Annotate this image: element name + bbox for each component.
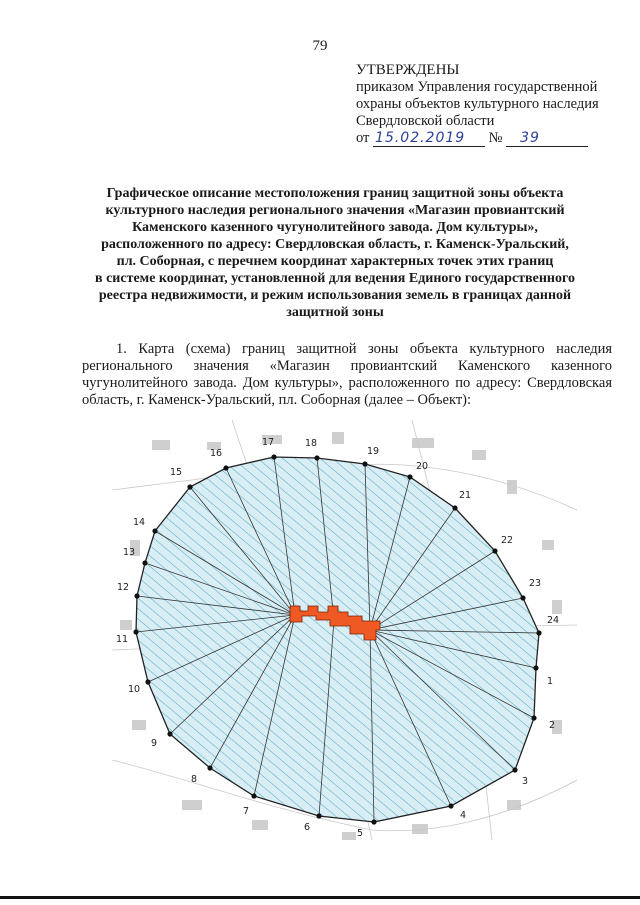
approval-line-1: приказом Управления государственной <box>356 79 598 95</box>
basemap-building <box>412 438 434 448</box>
boundary-point-label: 14 <box>132 517 146 528</box>
boundary-point-marker <box>407 474 412 479</box>
boundary-point-label: 2 <box>548 720 556 731</box>
title-line-8: защитной зоны <box>286 305 384 320</box>
boundary-point-marker <box>142 560 147 565</box>
title-line-2: культурного наследия регионального значения «Магазин провиантский <box>105 203 565 218</box>
date-handwritten: 15.02.2019 <box>375 130 466 146</box>
approval-block <box>356 62 636 147</box>
title-line-1: Графическое описание местоположения границ защитной зоны объекта <box>106 186 564 201</box>
boundary-point-label: 8 <box>190 774 198 785</box>
boundary-point-label: 20 <box>415 461 429 472</box>
boundary-point-label: 5 <box>356 828 364 839</box>
boundary-point-label: 12 <box>116 582 130 593</box>
boundary-point-label: 6 <box>303 822 311 833</box>
boundary-point-marker <box>492 548 497 553</box>
boundary-point-marker <box>520 595 525 600</box>
boundary-point-marker <box>512 767 517 772</box>
basemap-building <box>332 432 344 444</box>
boundary-point-marker <box>152 528 157 533</box>
approval-heading: УТВЕРЖДЕНЫ <box>356 62 460 78</box>
basemap-building <box>342 832 356 840</box>
basemap-building <box>552 600 562 614</box>
boundary-point-label: 21 <box>458 490 472 501</box>
boundary-point-label: 15 <box>169 467 183 478</box>
boundary-point-label: 18 <box>304 438 318 449</box>
boundary-point-label: 7 <box>242 806 250 817</box>
boundary-point-marker <box>371 819 376 824</box>
boundary-point-marker <box>145 679 150 684</box>
approval-date-row <box>356 130 636 147</box>
boundary-point-marker <box>187 484 192 489</box>
boundary-point-marker <box>133 629 138 634</box>
basemap-building <box>132 720 146 730</box>
basemap-building <box>152 440 170 450</box>
boundary-point-label: 3 <box>521 776 529 787</box>
page-number: 79 <box>312 38 328 54</box>
boundary-point-marker <box>316 813 321 818</box>
paragraph-text: 1. Карта (схема) границ защитной зоны объекта культурного наследия регионального значения «Магазин провиантский Каменского казенного чугунолитейного завода. Дом культуры», расположенного по адресу: Свердловская область, г. Каменск-Уральский, пл. Соборная (далее – Объект): <box>82 341 612 408</box>
boundary-point-label: 24 <box>546 615 560 626</box>
boundary-point-label: 13 <box>122 547 136 558</box>
boundary-point-label: 17 <box>261 437 275 448</box>
boundary-point-marker <box>271 454 276 459</box>
number-handwritten: 39 <box>520 130 540 146</box>
boundary-point-label: 4 <box>459 810 467 821</box>
basemap-building <box>182 800 202 810</box>
number-field <box>506 132 588 147</box>
title-line-4: расположенного по адресу: Свердловская область, г. Каменск-Уральский, <box>101 237 569 252</box>
boundary-point-label: 11 <box>115 634 129 645</box>
title-line-6: в системе координат, установленной для ведения Единого государственного <box>95 271 575 286</box>
document-title <box>75 185 595 321</box>
boundary-point-label: 22 <box>500 535 514 546</box>
approval-line-2: охраны объектов культурного наследия <box>356 96 599 112</box>
boundary-point-marker <box>533 665 538 670</box>
boundary-point-marker <box>207 765 212 770</box>
boundary-point-marker <box>531 715 536 720</box>
title-line-5: пл. Соборная, с перечнем координат характерных точек этих границ <box>116 254 554 269</box>
date-field <box>373 132 485 147</box>
approval-line-3: Свердловской области <box>356 113 495 129</box>
number-prefix: № <box>488 130 503 146</box>
boundary-point-marker <box>223 465 228 470</box>
title-line-3: Каменского казенного чугунолитейного завода. Дом культуры», <box>132 220 538 235</box>
boundary-point-label: 1 <box>546 676 554 687</box>
boundary-point-marker <box>251 793 256 798</box>
boundary-point-marker <box>134 593 139 598</box>
basemap-building <box>542 540 554 550</box>
title-line-7: реестра недвижимости, и режим использования земель в границах данной <box>98 288 572 303</box>
page-bottom-rule <box>0 896 640 899</box>
boundary-point-marker <box>448 803 453 808</box>
boundary-point-marker <box>362 461 367 466</box>
boundary-point-label: 10 <box>127 684 141 695</box>
boundary-point-marker <box>536 630 541 635</box>
basemap-building <box>507 480 517 494</box>
protective-zone-map <box>112 420 577 840</box>
basemap-building <box>252 820 268 830</box>
boundary-point-label: 16 <box>209 448 223 459</box>
boundary-point-marker <box>314 455 319 460</box>
boundary-point-marker <box>452 505 457 510</box>
map-svg <box>112 420 577 840</box>
date-prefix: от <box>356 130 370 146</box>
boundary-point-label: 23 <box>528 578 542 589</box>
boundary-point-label: 9 <box>150 738 158 749</box>
section-paragraph <box>82 341 612 409</box>
basemap-building <box>120 620 132 630</box>
boundary-point-label: 19 <box>366 446 380 457</box>
boundary-point-marker <box>167 731 172 736</box>
basemap-building <box>472 450 486 460</box>
